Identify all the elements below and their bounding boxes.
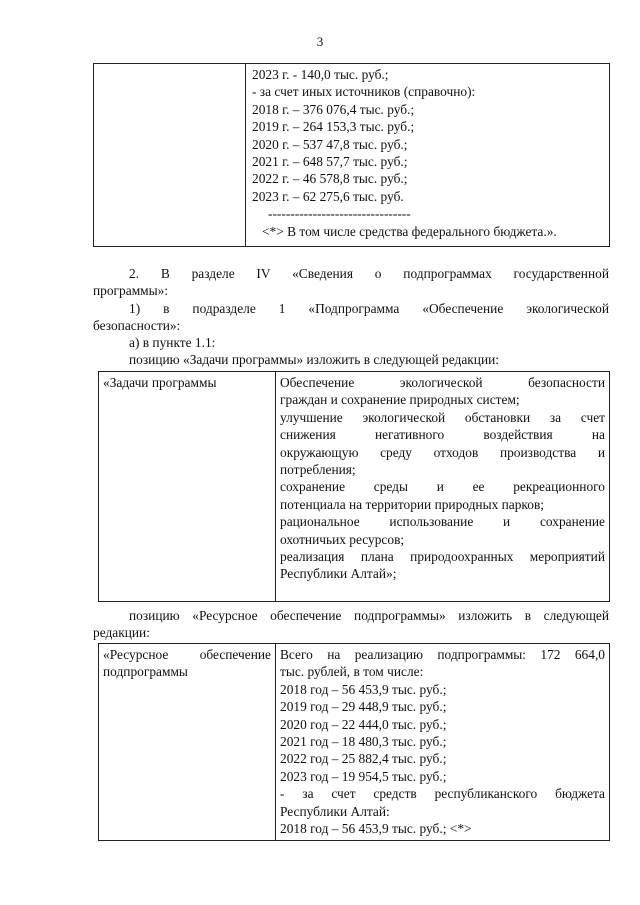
resource-content-cell (276, 644, 610, 841)
tasks-line: потенциала на территории природных парков; (280, 496, 544, 512)
resource-label-cell (99, 644, 276, 841)
table1-left-cell (94, 64, 246, 247)
item-1-line1: 1) в подразделе 1 «Подпрограмма «Обеспечение экологической (129, 301, 609, 316)
tasks-line: потребления; (280, 462, 356, 478)
section-2-line1: 2. В разделе IV «Сведения о подпрограммах государственной (129, 266, 609, 281)
resource-lines (280, 646, 605, 837)
table1-lines (252, 66, 605, 205)
tasks-line: рациональное использование и сохранение (280, 514, 605, 530)
tasks-line: граждан и сохранение природных систем; (280, 392, 520, 408)
footnote-text: <*> В том числе средства федерального бюджета.». (262, 223, 557, 239)
page-number: 3 (316, 34, 324, 49)
resource-provision-table (98, 643, 610, 841)
tasks-lines (280, 374, 605, 583)
resource-line: 2018 год – 56 453,9 тыс. руб.; (280, 681, 447, 697)
resource-line: Всего на реализацию подпрограммы: 172 664,0 (280, 647, 605, 662)
program-tasks-table (98, 371, 610, 602)
tasks-label-cell (99, 372, 276, 602)
position-tasks-instruction: позицию «Задачи программы» изложить в следующей редакции: (129, 352, 500, 367)
resource-label-line1: «Ресурсное обеспечение (103, 647, 271, 662)
tasks-label: «Задачи программы (103, 375, 217, 390)
resource-line: 2022 год – 25 882,4 тыс. руб.; (280, 751, 447, 767)
footnote-separator: -------------------------------- (268, 206, 411, 222)
table1-line: 2020 г. – 537 47,8 тыс. руб.; (252, 136, 408, 152)
resource-line2: редакции: (93, 625, 150, 640)
item-1-line2: безопасности»: (93, 318, 181, 333)
tasks-line: снижения негативного воздействия на (280, 427, 605, 443)
resource-line: 2023 год – 19 954,5 тыс. руб.; (280, 768, 447, 784)
table1-line: 2021 г. – 648 57,7 тыс. руб.; (252, 154, 408, 170)
tasks-line: улучшение экологической обстановки за счет (280, 409, 605, 425)
resource-line1: позицию «Ресурсное обеспечение подпрограммы» изложить в следующей (129, 608, 609, 623)
resource-line: 2020 год – 22 444,0 тыс. руб.; (280, 716, 447, 732)
item-1-paragraph (93, 300, 609, 317)
tasks-content-cell (276, 372, 610, 602)
resource-label-line2: подпрограммы (103, 664, 188, 680)
section-2-paragraph (93, 265, 609, 282)
table1-line: 2023 г. - 140,0 тыс. руб.; (252, 67, 389, 82)
funding-continuation-table (93, 63, 610, 247)
tasks-line: окружающую среду отходов производства и (280, 444, 605, 460)
resource-line: 2019 год – 29 448,9 тыс. руб.; (280, 699, 447, 715)
resource-paragraph (93, 607, 609, 624)
resource-line: 2021 год – 18 480,3 тыс. руб.; (280, 734, 447, 750)
resource-line: 2018 год – 56 453,9 тыс. руб.; <*> (280, 821, 472, 837)
tasks-line: охотничьих ресурсов; (280, 531, 405, 547)
item-a: а) в пункте 1.1: (129, 335, 216, 350)
section-2-line2: программы»: (93, 283, 169, 298)
table1-line: 2023 г. – 62 275,6 тыс. руб. (252, 188, 404, 204)
table1-line: 2022 г. – 46 578,8 тыс. руб.; (252, 171, 408, 187)
tasks-line: Республики Алтай»; (280, 566, 397, 582)
resource-line: Республики Алтай: (280, 803, 390, 819)
table1-line: - за счет иных источников (справочно): (252, 84, 476, 100)
resource-line: тыс. рублей, в том числе: (280, 664, 424, 680)
tasks-line: Обеспечение экологической безопасности (280, 375, 605, 390)
table1-line: 2018 г. – 376 076,4 тыс. руб.; (252, 101, 415, 117)
tasks-line: сохранение среды и ее рекреационного (280, 479, 605, 495)
resource-line: - за счет средств республиканского бюджета (280, 786, 605, 802)
table1-right-cell (246, 64, 610, 247)
tasks-line: реализация плана природоохранных мероприятий (280, 549, 605, 565)
table1-line: 2019 г. – 264 153,3 тыс. руб.; (252, 119, 415, 135)
